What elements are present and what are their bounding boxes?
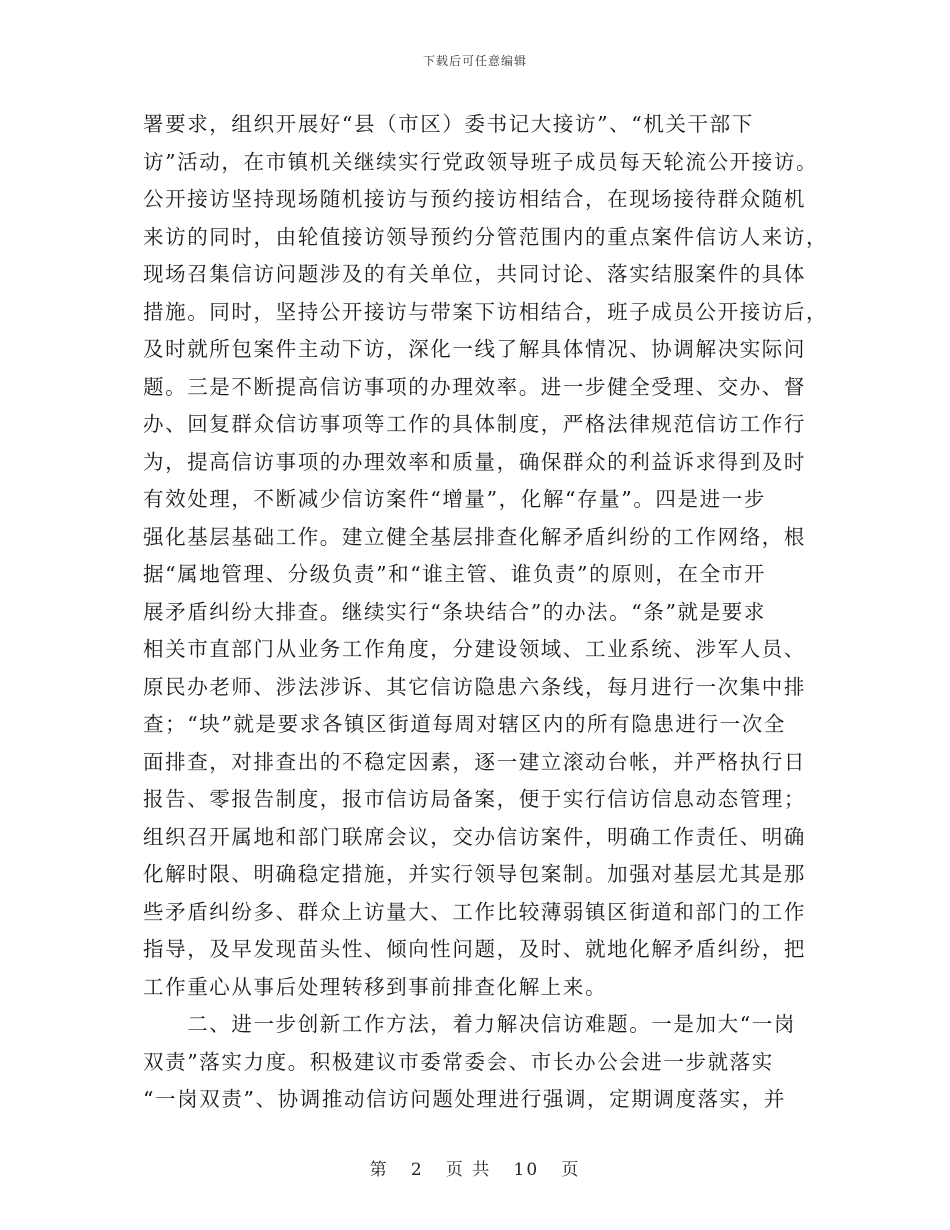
page-number: 2 — [410, 1160, 424, 1180]
paragraph-line: 组织召开属地和部门联席会议，交办信访案件，明确工作责任、明确 — [143, 824, 806, 849]
paragraph-line: 现场召集信访问题涉及的有关单位，共同讨论、落实结服案件的具体 — [143, 262, 806, 286]
paragraph-line: 报告、零报告制度，报市信访局备案，便于实行信访信息动态管理； — [143, 787, 806, 811]
page-header: 下载后可任意编辑 — [422, 54, 527, 68]
page-footer — [0, 1155, 950, 1180]
footer-middle: 页 共 — [445, 1160, 492, 1180]
paragraph-line: 及时就所包案件主动下访，深化一线了解具体情况、协调解决实际问 — [143, 337, 806, 361]
paragraph-line: 二、进一步创新工作方法，着力解决信访难题。一是加大“一岗 — [143, 1012, 796, 1036]
paragraph-line: 据“属地管理、分级负责”和“谁主管、谁负责”的原则，在全市开 — [143, 562, 766, 586]
paragraph-line: 公开接访坚持现场随机接访与预约接访相结合，在现场接待群众随机 — [143, 187, 806, 211]
paragraph-line: “一岗双责”、协调推动信访问题处理进行强调，定期调度落实，并 — [143, 1087, 786, 1111]
paragraph-line: 些矛盾纠纷多、群众上访量大、工作比较薄弱镇区街道和部门的工作 — [143, 899, 806, 924]
paragraph-line: 访”活动，在市镇机关继续实行党政领导班子成员每天轮流公开接访。 — [143, 149, 819, 174]
paragraph-line: 署要求，组织开展好“县（市区）委书记大接访”、“机关干部下 — [143, 112, 754, 136]
paragraph-line: 工作重心从事后处理转移到事前排查化解上来。 — [143, 974, 608, 999]
footer-prefix: 第 — [369, 1160, 389, 1180]
paragraph-line: 措施。同时，坚持公开接访与带案下访相结合，班子成员公开接访后， — [143, 299, 829, 324]
paragraph-line: 查；“块”就是要求各镇区街道每周对辖区内的所有隐患进行一次全 — [143, 712, 786, 736]
paragraph-line: 来访的同时，由轮值接访领导预约分管范围内的重点案件信访人来访， — [143, 224, 829, 249]
paragraph-line: 原民办老师、涉法涉诉、其它信访隐患六条线，每月进行一次集中排 — [143, 674, 806, 699]
paragraph-line: 为，提高信访事项的办理效率和质量，确保群众的利益诉求得到及时 — [143, 449, 806, 474]
document-body — [143, 106, 829, 1119]
paragraph-line: 指导，及早发现苗头性、倾向性问题，及时、就地化解矛盾纠纷，把 — [143, 937, 806, 961]
paragraph-line: 化解时限、明确稳定措施，并实行领导包案制。加强对基层尤其是那 — [143, 862, 806, 886]
paragraph-line: 题。三是不断提高信访事项的办理效率。进一步健全受理、交办、督 — [143, 374, 806, 399]
paragraph-line: 办、回复群众信访事项等工作的具体制度，严格法律规范信访工作行 — [143, 412, 806, 436]
page-total: 10 — [513, 1160, 540, 1180]
footer-suffix: 页 — [561, 1160, 581, 1180]
paragraph-line: 有效处理，不断减少信访案件“增量”，化解“存量”。四是进一步 — [143, 487, 766, 511]
paragraph-line: 双责”落实力度。积极建议市委常委会、市长办公会进一步就落实 — [143, 1049, 774, 1074]
paragraph-line: 强化基层基础工作。建立健全基层排查化解矛盾纠纷的工作网络，根 — [143, 524, 806, 549]
paragraph-line: 展矛盾纠纷大排查。继续实行“条块结合”的办法。“条”就是要求 — [143, 599, 766, 624]
paragraph-line: 面排查，对排查出的不稳定因素，逐一建立滚动台帐，并严格执行日 — [143, 749, 806, 774]
paragraph-line: 相关市直部门从业务工作角度，分建设领域、工业系统、涉军人员、 — [143, 637, 806, 661]
